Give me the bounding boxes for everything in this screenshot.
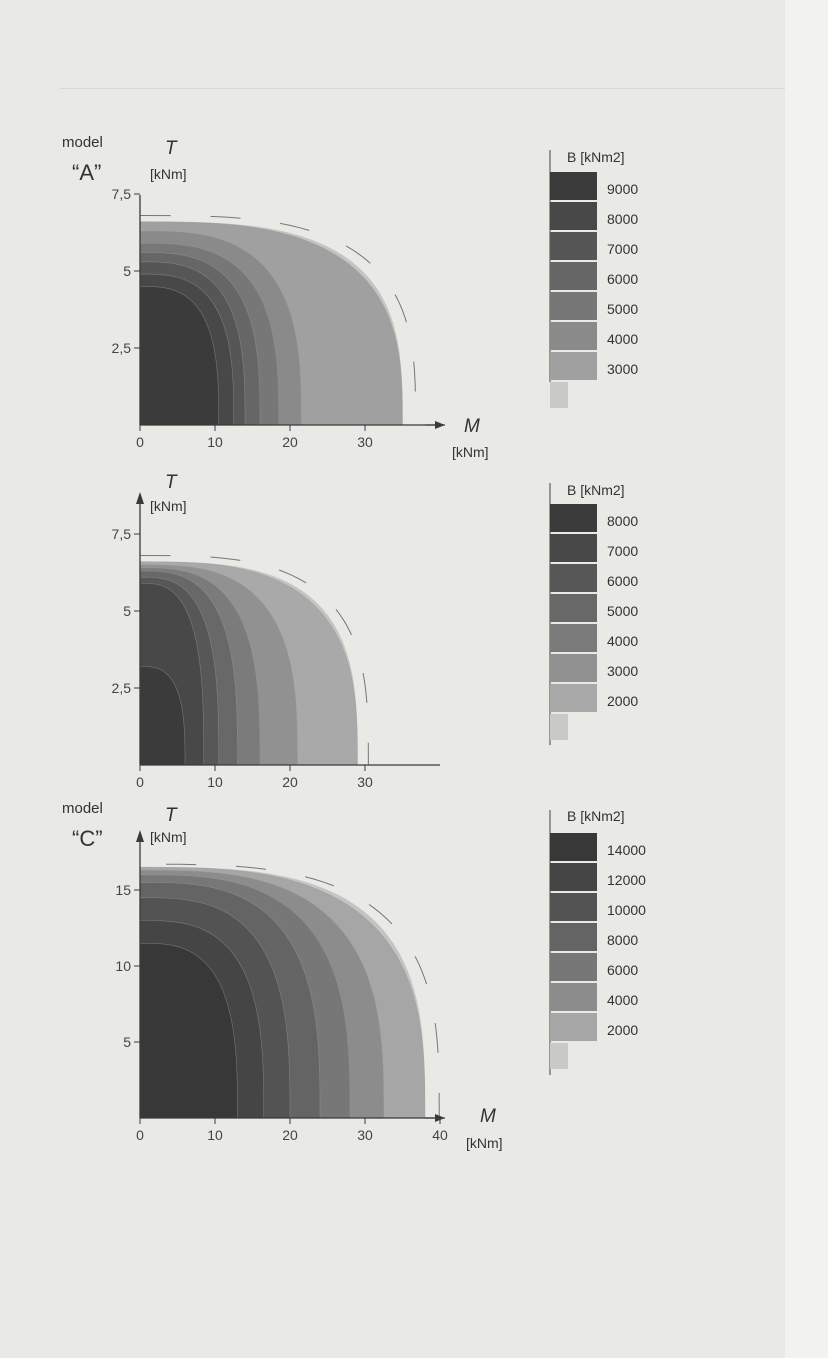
legend-1-swatch xyxy=(550,594,597,622)
legend-1-swatch xyxy=(550,564,597,592)
panel-a-x-unit: [kNm] xyxy=(452,444,489,460)
panel-2-x-tick-label: 40 xyxy=(432,1127,448,1143)
panel-b-y-unit: [kNm] xyxy=(150,498,187,514)
panel-0-x-tick-label: 20 xyxy=(282,434,298,450)
legend-1-value: 5000 xyxy=(607,603,639,619)
model-a-letter: “A” xyxy=(72,160,102,185)
legend-2-value: 6000 xyxy=(607,962,639,978)
panel-b-y-var: T xyxy=(165,472,177,493)
legend-2-swatch xyxy=(550,983,597,1011)
panel-0-x-tick-label: 30 xyxy=(357,434,373,450)
legend-0-swatch xyxy=(550,322,597,350)
legend-0-swatch xyxy=(550,292,597,320)
panel-2-y-arrow xyxy=(136,830,144,842)
legend-1-value: 3000 xyxy=(607,663,639,679)
panel-1-x-tick-label: 30 xyxy=(357,774,373,790)
legend-2-tail xyxy=(550,1043,568,1069)
legend-2-swatch xyxy=(550,1013,597,1041)
panel-2-x-tick-label: 30 xyxy=(357,1127,373,1143)
legend-2-swatch xyxy=(550,833,597,861)
legend-0-value: 6000 xyxy=(607,271,639,287)
legend-0-value: 9000 xyxy=(607,181,639,197)
legend-1-swatch xyxy=(550,624,597,652)
panel-2-x-tick-label: 10 xyxy=(207,1127,223,1143)
legend-2-value: 4000 xyxy=(607,992,639,1008)
legend-1-value: 2000 xyxy=(607,693,639,709)
legend-2-swatch xyxy=(550,953,597,981)
panel-2-x-tick-label: 20 xyxy=(282,1127,298,1143)
legend-0-swatch xyxy=(550,202,597,230)
panel-a-x-var: M xyxy=(464,416,480,437)
panel-1-y-tick-label: 5 xyxy=(123,603,131,619)
panel-1-x-tick-label: 0 xyxy=(136,774,144,790)
legend-2-swatch xyxy=(550,893,597,921)
panel-0-y-tick-label: 2,5 xyxy=(111,340,131,356)
model-c-letter: “C” xyxy=(72,826,103,851)
legend-a-title: B [kNm2] xyxy=(567,149,625,165)
legend-1-value: 7000 xyxy=(607,543,639,559)
panel-c-x-unit: [kNm] xyxy=(466,1135,503,1151)
panel-2-y-tick-label: 5 xyxy=(123,1034,131,1050)
legend-2-value: 8000 xyxy=(607,932,639,948)
panel-1-y-arrow xyxy=(136,492,144,504)
legend-1-swatch xyxy=(550,534,597,562)
legend-2-swatch xyxy=(550,863,597,891)
panel-c-y-unit: [kNm] xyxy=(150,829,187,845)
panel-c-y-var: T xyxy=(165,805,177,826)
panel-1-y-tick-label: 2,5 xyxy=(111,680,131,696)
legend-0-swatch xyxy=(550,172,597,200)
legend-1-swatch xyxy=(550,654,597,682)
legend-b-title: B [kNm2] xyxy=(567,482,625,498)
model-c-word: model xyxy=(62,800,103,817)
panel-1-y-tick-label: 7,5 xyxy=(111,526,131,542)
legend-1-swatch xyxy=(550,504,597,532)
panel-0-x-tick-label: 0 xyxy=(136,434,144,450)
legend-0-value: 7000 xyxy=(607,241,639,257)
legend-1-tail xyxy=(550,714,568,740)
legend-2-value: 2000 xyxy=(607,1022,639,1038)
legend-1-value: 8000 xyxy=(607,513,639,529)
panel-2-y-tick-label: 15 xyxy=(115,882,131,898)
panel-0-y-tick-label: 5 xyxy=(123,263,131,279)
panel-a-y-unit: [kNm] xyxy=(150,166,187,182)
panel-2-x-tick-label: 0 xyxy=(136,1127,144,1143)
legend-0-value: 5000 xyxy=(607,301,639,317)
legend-2-value: 14000 xyxy=(607,842,646,858)
panel-c-x-var: M xyxy=(480,1106,496,1127)
legend-0-swatch xyxy=(550,352,597,380)
legend-0-value: 3000 xyxy=(607,361,639,377)
legend-1-value: 6000 xyxy=(607,573,639,589)
legend-2-swatch xyxy=(550,923,597,951)
legend-c-title: B [kNm2] xyxy=(567,808,625,824)
legend-1-value: 4000 xyxy=(607,633,639,649)
panel-1-x-tick-label: 10 xyxy=(207,774,223,790)
panel-a-y-var: T xyxy=(165,138,177,159)
panel-1-x-tick-label: 20 xyxy=(282,774,298,790)
model-a-word: model xyxy=(62,134,103,151)
legend-0-value: 4000 xyxy=(607,331,639,347)
legend-2-value: 10000 xyxy=(607,902,646,918)
legend-0-swatch xyxy=(550,232,597,260)
legend-0-value: 8000 xyxy=(607,211,639,227)
legend-1-swatch xyxy=(550,684,597,712)
panel-0-x-tick-label: 10 xyxy=(207,434,223,450)
legend-0-swatch xyxy=(550,262,597,290)
panel-2-y-tick-label: 10 xyxy=(115,958,131,974)
legend-2-value: 12000 xyxy=(607,872,646,888)
panel-0-y-tick-label: 7,5 xyxy=(111,186,131,202)
legend-0-tail xyxy=(550,382,568,408)
